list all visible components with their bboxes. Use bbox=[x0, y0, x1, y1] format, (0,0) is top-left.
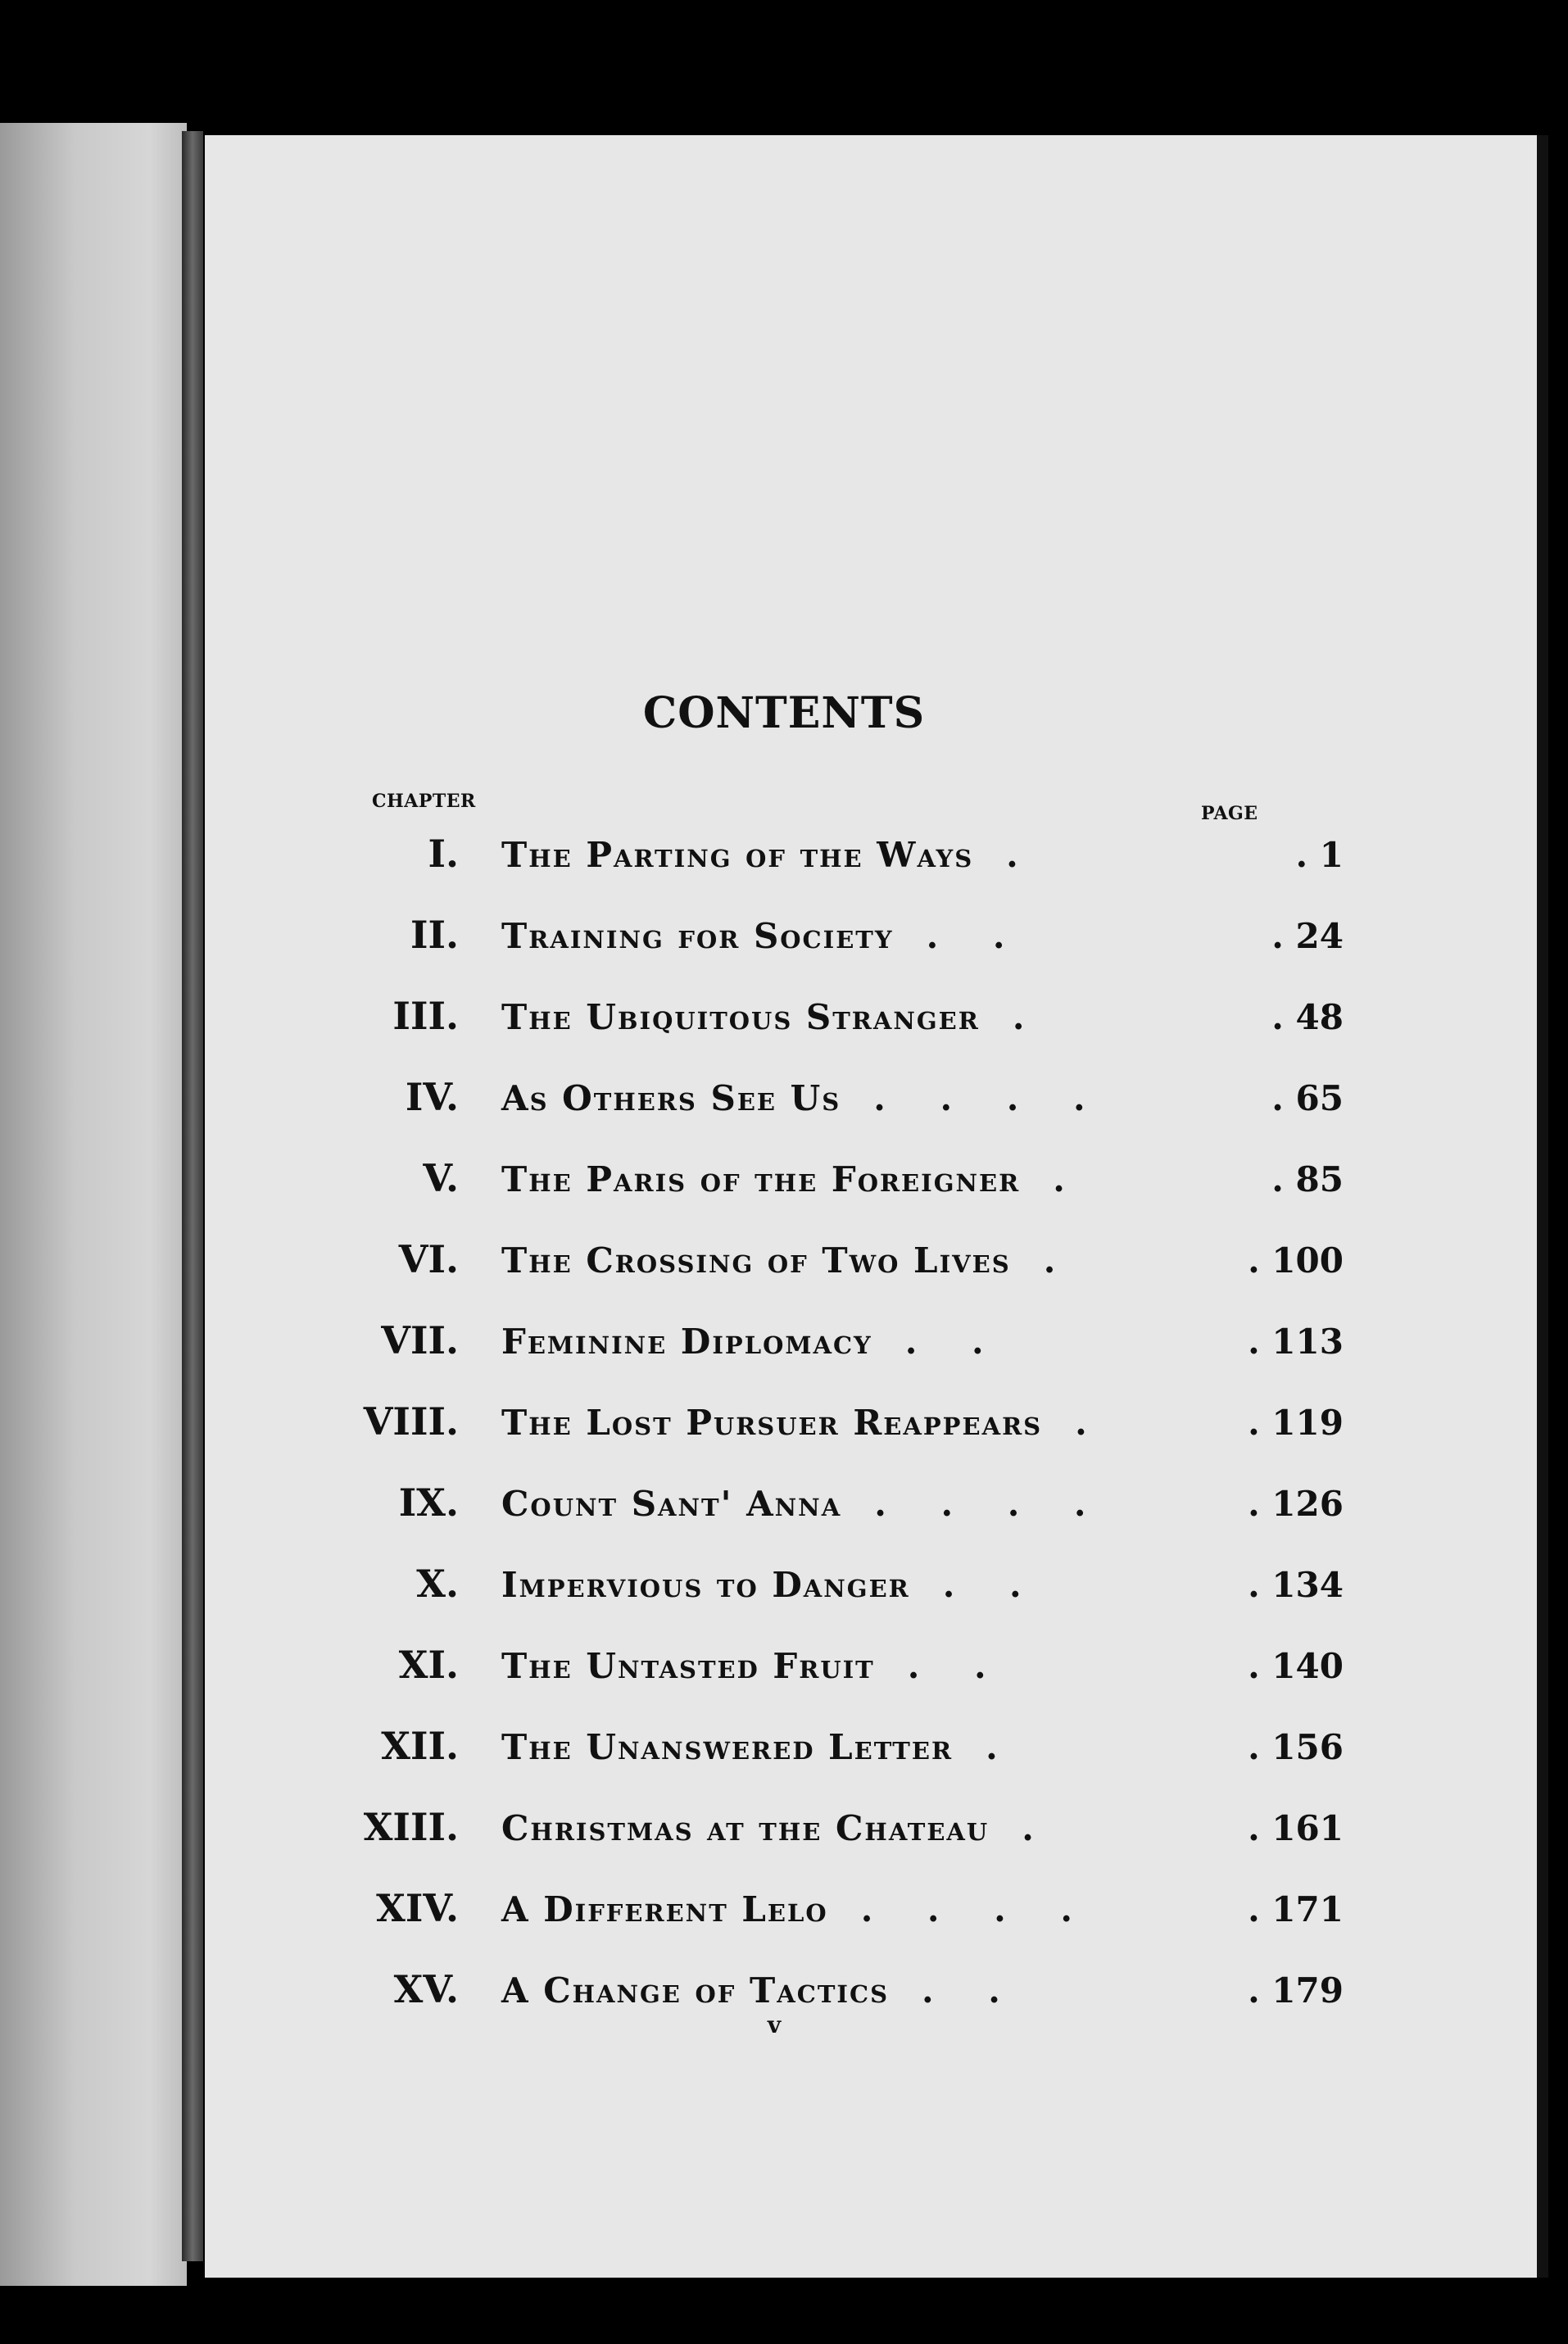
toc-entry bbox=[205, 1156, 1352, 1222]
chapter-title-text: The Parting of the Ways bbox=[501, 835, 974, 875]
toc-entry bbox=[205, 913, 1352, 978]
dot-leader: . bbox=[1022, 1808, 1055, 1848]
toc-entry bbox=[205, 1075, 1352, 1140]
toc-entry bbox=[205, 1399, 1352, 1465]
chapter-number: I. bbox=[428, 832, 459, 876]
page-number: . 134 bbox=[1248, 1565, 1344, 1605]
dot-leader: . . . . bbox=[873, 1078, 1107, 1118]
chapter-number: VIII. bbox=[363, 1399, 459, 1444]
page-number: . 126 bbox=[1248, 1484, 1344, 1524]
chapter-title-text: Count Sant' Anna bbox=[501, 1484, 842, 1524]
page-folio: v bbox=[767, 2011, 782, 2038]
chapter-title bbox=[501, 1240, 1076, 1281]
toc-entry bbox=[205, 1805, 1352, 1870]
chapter-number: IV. bbox=[405, 1075, 459, 1119]
chapter-number: XIII. bbox=[363, 1805, 459, 1849]
chapter-title bbox=[501, 1565, 1043, 1605]
page-number: . 113 bbox=[1248, 1322, 1344, 1362]
toc-entry bbox=[205, 1318, 1352, 1384]
dot-leader: . bbox=[986, 1727, 1019, 1767]
chapter-title-text: The Untasted Fruit bbox=[501, 1646, 875, 1686]
chapter-number: III. bbox=[392, 994, 459, 1038]
toc-entry bbox=[205, 1724, 1352, 1789]
chapter-title-text: A Different Lelo bbox=[501, 1889, 828, 1929]
chapter-title-text: The Crossing of Two Lives bbox=[501, 1240, 1011, 1281]
page-number: . 161 bbox=[1248, 1808, 1344, 1848]
chapter-title bbox=[501, 1646, 1008, 1686]
chapter-title-text: Christmas at the Chateau bbox=[501, 1808, 990, 1848]
chapter-number: IX. bbox=[398, 1480, 459, 1525]
page-number: . 65 bbox=[1271, 1078, 1344, 1118]
chapter-title-text: Impervious to Danger bbox=[501, 1565, 910, 1605]
chapter-title bbox=[501, 997, 1046, 1037]
toc-entry bbox=[205, 1237, 1352, 1303]
page-number: . 171 bbox=[1248, 1889, 1344, 1929]
chapter-title-text: The Lost Pursuer Reappears bbox=[501, 1403, 1043, 1443]
chapter-column-header: CHAPTER bbox=[372, 791, 476, 812]
chapter-title bbox=[501, 1159, 1086, 1199]
dot-leader: . bbox=[1012, 997, 1046, 1037]
chapter-title bbox=[501, 1322, 1005, 1362]
chapter-number: XIV. bbox=[376, 1886, 459, 1930]
chapter-number: VII. bbox=[381, 1318, 459, 1362]
dot-leader: . . bbox=[922, 1970, 1022, 2011]
chapter-title-text: A Change of Tactics bbox=[501, 1970, 890, 2011]
chapter-title bbox=[501, 916, 1026, 956]
toc-entry bbox=[205, 1886, 1352, 1952]
chapter-number: VI. bbox=[398, 1237, 459, 1281]
chapter-title-text: As Others See Us bbox=[501, 1078, 841, 1118]
chapter-title bbox=[501, 1078, 1107, 1118]
page-number: . 140 bbox=[1248, 1646, 1344, 1686]
table-of-contents bbox=[205, 135, 1537, 2278]
dot-leader: . bbox=[1075, 1403, 1108, 1443]
dot-leader: . bbox=[1043, 1240, 1077, 1281]
chapter-title bbox=[501, 835, 1040, 875]
dot-leader: . bbox=[1053, 1159, 1086, 1199]
page-number: . 156 bbox=[1248, 1727, 1344, 1767]
toc-entry bbox=[205, 1643, 1352, 1708]
chapter-title-text: The Ubiquitous Stranger bbox=[501, 997, 980, 1037]
toc-entry bbox=[205, 994, 1352, 1059]
page-number: . 179 bbox=[1248, 1970, 1344, 2011]
page-column-header: PAGE bbox=[1201, 803, 1258, 824]
page-number: . 1 bbox=[1295, 835, 1344, 875]
dot-leader: . . bbox=[942, 1565, 1043, 1605]
contents-page bbox=[205, 135, 1548, 2278]
page-number: . 48 bbox=[1271, 997, 1344, 1037]
chapter-number: XI. bbox=[398, 1643, 459, 1687]
dot-leader: . . . . bbox=[874, 1484, 1108, 1524]
chapter-title bbox=[501, 1484, 1108, 1524]
page-title: CONTENTS bbox=[642, 688, 926, 738]
page-number: . 100 bbox=[1248, 1240, 1344, 1281]
chapter-title bbox=[501, 1889, 1094, 1929]
chapter-number: XII. bbox=[381, 1724, 459, 1768]
dot-leader: . . bbox=[904, 1322, 1005, 1362]
chapter-number: X. bbox=[416, 1562, 459, 1606]
chapter-number: XV. bbox=[393, 1967, 459, 2011]
page-number: . 85 bbox=[1271, 1159, 1344, 1199]
toc-entry bbox=[205, 1480, 1352, 1546]
dot-leader: . . . . bbox=[860, 1889, 1094, 1929]
chapter-title bbox=[501, 1808, 1055, 1848]
chapter-title-text: Feminine Diplomacy bbox=[501, 1322, 872, 1362]
dot-leader: . . bbox=[926, 916, 1026, 956]
chapter-title-text: The Unanswered Letter bbox=[501, 1727, 954, 1767]
chapter-title bbox=[501, 1403, 1108, 1443]
chapter-number: II. bbox=[410, 913, 459, 957]
facing-page-edge bbox=[0, 123, 187, 2286]
toc-entry bbox=[205, 832, 1352, 897]
page-number: . 119 bbox=[1248, 1403, 1344, 1443]
page-number: . 24 bbox=[1271, 916, 1344, 956]
dot-leader: . . bbox=[907, 1646, 1008, 1686]
dot-leader: . bbox=[1006, 835, 1040, 875]
chapter-title bbox=[501, 1970, 1022, 2011]
book-gutter bbox=[182, 131, 203, 2261]
chapter-title-text: Training for Society bbox=[501, 916, 894, 956]
chapter-title-text: The Paris of the Foreigner bbox=[501, 1159, 1021, 1199]
toc-entry bbox=[205, 1562, 1352, 1627]
chapter-title bbox=[501, 1727, 1019, 1767]
chapter-number: V. bbox=[423, 1156, 459, 1200]
